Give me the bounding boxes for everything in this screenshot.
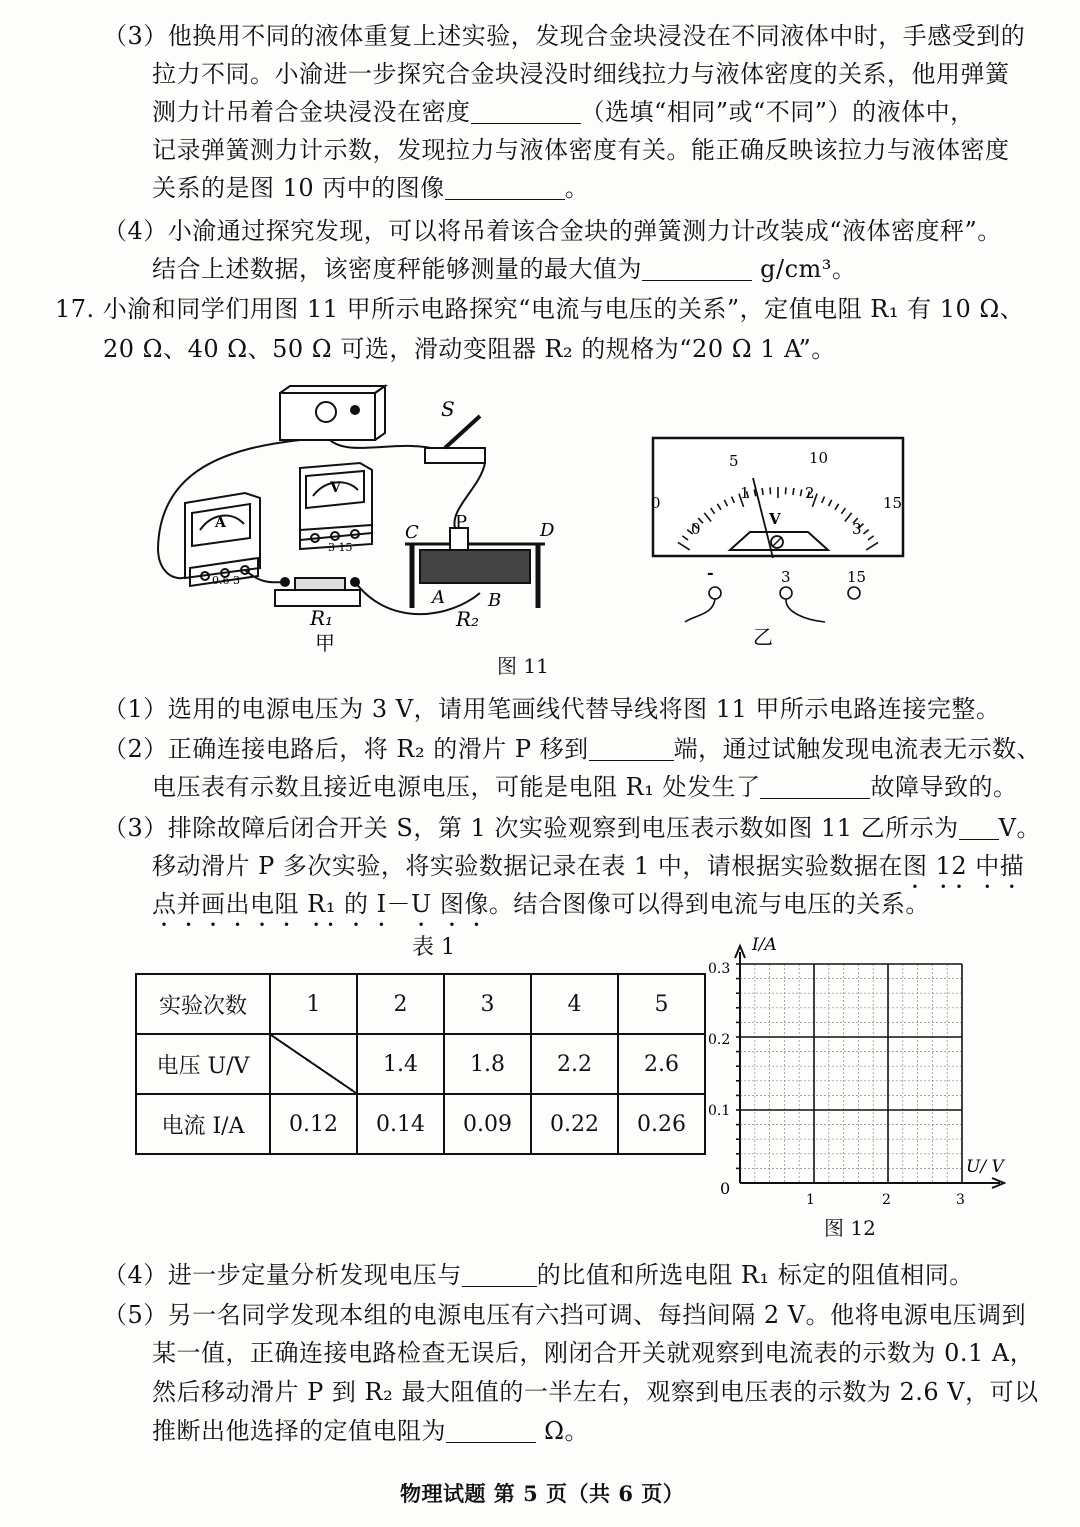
table-cell: 0.22 xyxy=(531,1094,618,1154)
q16-p3-line3 xyxy=(152,96,975,128)
dial-top-label-0: 0 xyxy=(651,494,661,512)
dial-tick xyxy=(762,488,763,495)
q16-p4-line2-unit: g/cm³。 xyxy=(752,255,857,283)
ammeter-symbol: A xyxy=(215,515,226,531)
y-tick-0-2: 0.2 xyxy=(708,1032,731,1048)
q17-p3-line3-emphasis: 点并画出电阻 R₁ 的 I－U 图像 xyxy=(152,890,489,918)
q17-p2-line2-text-a: 电压表有示数且接近电源电压，可能是电阻 R₁ 处发生了 xyxy=(152,773,761,801)
terminal-15-label: 15 xyxy=(847,568,867,586)
table-row-current xyxy=(136,1094,705,1154)
q17-p1: （1）选用的电源电压为 3 V，请用笔画线代替导线将图 11 甲所示电路连接完整。 xyxy=(103,695,1001,723)
x-tick-3: 3 xyxy=(956,1192,965,1208)
q16-p3-line1: （3）他换用不同的液体重复上述实验，发现合金块浸没在不同液体中时，手感受到的 xyxy=(103,22,1026,50)
table-1-caption: 表 1 xyxy=(412,935,455,960)
answer-blank-graph-choice[interactable] xyxy=(445,175,565,200)
table-cell: 5 xyxy=(618,974,705,1034)
q16-p3-line5-text-a: 关系的是图 10 丙中的图像 xyxy=(152,174,445,202)
table-cell: 电压 U/V xyxy=(136,1034,270,1094)
q16-p3-line3-text-a: 测力计吊着合金块浸没在密度 xyxy=(152,98,471,126)
resistor1-label: R₁ xyxy=(310,606,334,630)
table-cell: 3 xyxy=(444,974,531,1034)
slider-label: P xyxy=(455,512,468,533)
x-tick-1: 1 xyxy=(806,1192,815,1208)
table-cell: 2.2 xyxy=(531,1034,618,1094)
q16-p3-line2: 拉力不同。小渝进一步探究合金块浸没时细线拉力与液体密度的关系，他用弹簧 xyxy=(152,60,1010,88)
table-1 xyxy=(135,973,706,1155)
q17-p5-line2: 某一值，正确连接电路检查无误后，刚闭合开关就观察到电流表的示数为 0.1 A， xyxy=(152,1339,1035,1367)
figure-12-caption: 图 12 xyxy=(824,1216,876,1240)
answer-blank-ratio-quantity[interactable] xyxy=(462,1262,537,1287)
q17-p5-line1: （5）另一名同学发现本组的电源电压有六挡可调、每挡间隔 2 V。他将电源电压调到 xyxy=(103,1301,1027,1329)
q17-p4-text-a: （4）进一步定量分析发现电压与 xyxy=(103,1261,462,1289)
figure-11-circuit xyxy=(150,378,570,660)
q16-p4-line2-text-a: 结合上述数据，该密度秤能够测量的最大值为 xyxy=(152,255,642,283)
dial-bottom-label-0: 0 xyxy=(691,520,701,538)
x-tick-2: 2 xyxy=(882,1192,891,1208)
q17-p5-line4-unit: Ω。 xyxy=(536,1417,590,1445)
table-row-voltage xyxy=(136,1034,705,1094)
table-cell: 4 xyxy=(531,974,618,1034)
q17-p3-line1 xyxy=(103,812,1041,844)
terminal-a-label: A xyxy=(432,587,445,608)
q17-p3-line2-emphasis: 图 12 中描 xyxy=(902,852,1025,880)
q16-p3-line4: 记录弹簧测力计示数，发现拉力与液体密度有关。能正确反映该拉力与液体密度 xyxy=(152,136,1010,164)
switch-label: S xyxy=(441,397,455,421)
q17-p4 xyxy=(103,1259,974,1291)
dial-top-label-15: 15 xyxy=(883,494,903,512)
dial-bottom-label-2: 2 xyxy=(805,484,815,502)
answer-blank-resistor-value[interactable] xyxy=(446,1418,536,1443)
resistor2-label: R₂ xyxy=(456,607,480,631)
q17-intro-line2: 20 Ω、40 Ω、50 Ω 可选，滑动变阻器 R₂ 的规格为“20 Ω 1 A”。 xyxy=(103,335,836,363)
origin-label: 0 xyxy=(720,1179,731,1198)
figure-11-sub-yi: 乙 xyxy=(753,625,773,649)
table-cell: 0.26 xyxy=(618,1094,705,1154)
q17-p3-line3-text-b: 。结合图像可以得到电流与电压的关系。 xyxy=(488,890,930,918)
table-cell: 电流 I/A xyxy=(136,1094,270,1154)
q17-p2-line2 xyxy=(152,771,1017,803)
q16-p3-line5-text-b: 。 xyxy=(564,174,590,202)
table-cell: 实验次数 xyxy=(136,974,270,1034)
terminal-b-label: B xyxy=(488,590,502,611)
q16-p3-line3-text-b: （选填“相同”或“不同”）的液体中， xyxy=(580,98,975,126)
dial-top-label-10: 10 xyxy=(809,449,829,467)
figure-12-graph xyxy=(700,930,1020,1210)
dial-tick xyxy=(793,488,794,495)
q17-p2-line1-text-a: （2）正确连接电路后，将 R₂ 的滑片 P 移到 xyxy=(103,735,589,763)
y-tick-0-1: 0.1 xyxy=(708,1103,731,1119)
q17-p4-text-b: 的比值和所选电阻 R₁ 标定的阻值相同。 xyxy=(536,1261,974,1289)
terminal-c-label: C xyxy=(405,522,419,543)
voltmeter-symbol: V xyxy=(330,480,341,496)
figure-11-caption: 图 11 xyxy=(497,654,549,678)
dial-top-label-5: 5 xyxy=(729,452,739,470)
ammeter-terminals: 0.6 3 xyxy=(212,574,240,587)
y-tick-0-3: 0.3 xyxy=(708,961,731,977)
page-footer: 物理试题 第 5 页（共 6 页） xyxy=(400,1481,685,1506)
voltmeter-terminals: 3 15 xyxy=(328,541,353,554)
q17-p2-line2-text-b: 故障导致的。 xyxy=(870,773,1018,801)
q17-p3-line1-text-a: （3）排除故障后闭合开关 S，第 1 次实验观察到电压表示数如图 11 乙所示为 xyxy=(103,814,959,842)
figure-11-sub-jia: 甲 xyxy=(315,631,335,655)
table-cell-diagonal xyxy=(270,1034,357,1094)
table-cell: 0.12 xyxy=(270,1094,357,1154)
q17-p5-line4 xyxy=(152,1415,589,1447)
terminal-d-label: D xyxy=(540,520,555,541)
table-cell: 0.09 xyxy=(444,1094,531,1154)
table-cell: 1 xyxy=(270,974,357,1034)
table-cell: 2 xyxy=(357,974,444,1034)
q16-p4-line1: （4）小渝通过探究发现，可以将吊着该合金块的弹簧测力计改装成“液体密度秤”。 xyxy=(103,217,1002,245)
q16-p3-line5 xyxy=(152,172,589,204)
q17-p2-line1-text-b: 端，通过试触发现电流表无示数、 xyxy=(673,735,1042,763)
table-cell: 1.4 xyxy=(357,1034,444,1094)
q17-p5-line3: 然后移动滑片 P 到 R₂ 最大阻值的一半左右，观察到电压表的示数为 2.6 V，可以 xyxy=(152,1378,1039,1406)
answer-blank-voltage-reading[interactable] xyxy=(959,815,999,840)
x-axis-label: U/ V xyxy=(966,1157,1004,1177)
q17-p2-line1 xyxy=(103,733,1041,765)
q17-p3-line1-unit: V。 xyxy=(998,814,1042,842)
terminal-3-label: 3 xyxy=(781,568,791,586)
q16-p4-line2 xyxy=(152,253,856,285)
q17-intro-line1: 17. 小渝和同学们用图 11 甲所示电路探究“电流与电压的关系”，定值电阻 R₁ 有 10 Ω、 xyxy=(55,295,1025,323)
table-cell: 0.14 xyxy=(357,1094,444,1154)
table-cell: 2.6 xyxy=(618,1034,705,1094)
q17-p5-line4-text-a: 推断出他选择的定值电阻为 xyxy=(152,1417,446,1445)
dial-bottom-label-3: 3 xyxy=(852,520,862,538)
figure-11-voltmeter-dial xyxy=(645,430,915,650)
answer-blank-slider-end[interactable] xyxy=(589,736,674,761)
q17-p3-line2-text-a: 移动滑片 P 多次实验，将实验数据记录在表 1 中，请根据实验数据在 xyxy=(152,852,903,880)
terminal-minus-label: - xyxy=(707,563,714,582)
y-axis-label: I/A xyxy=(752,935,777,955)
table-row-header xyxy=(136,974,705,1034)
table-cell: 1.8 xyxy=(444,1034,531,1094)
dial-bottom-label-1: 1 xyxy=(740,484,750,502)
answer-blank-max-density[interactable] xyxy=(642,256,752,281)
q17-p3-line3 xyxy=(152,888,930,932)
dial-unit: V xyxy=(769,510,781,528)
answer-blank-fault-type[interactable] xyxy=(760,774,870,799)
answer-blank-same-or-different[interactable] xyxy=(471,99,581,124)
